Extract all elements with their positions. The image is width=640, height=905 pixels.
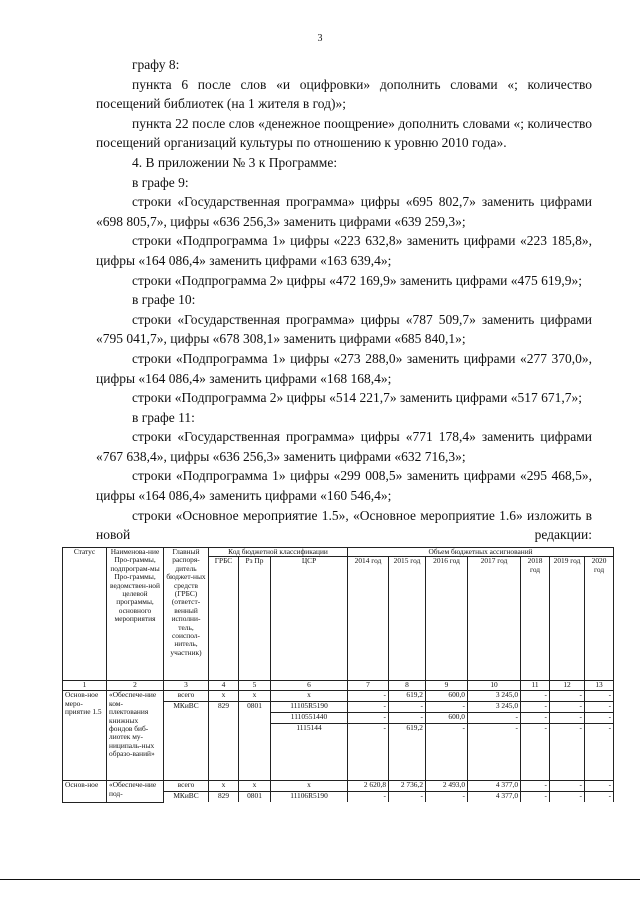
paragraph: строки «Государственная программа» цифры «787 509,7» заменить цифрами «795 041,7», цифры «678 308,1» заменить цифрами «685 840,1»;: [96, 311, 592, 347]
col-number: 3: [164, 681, 209, 691]
table-cell: -: [389, 713, 426, 724]
col-header-year: 2018 год: [521, 557, 550, 681]
table-cell: -: [521, 691, 550, 702]
table-cell: 0801: [239, 792, 271, 803]
table-cell: -: [585, 713, 614, 724]
row-status: Основ-ное: [63, 781, 107, 803]
col-header-name: Наименова-ние Про-граммы, подпрограм-мы Про-граммы, ведомствен-ной целевой программы, основного мероприятия: [107, 548, 164, 681]
table-cell: -: [348, 724, 389, 781]
col-number: 11: [521, 681, 550, 691]
table-cell: -: [389, 792, 426, 803]
col-header-grbs: ГРБС: [209, 557, 239, 681]
table-cell: -: [468, 713, 521, 724]
col-header-rzpr: Рз Пр: [239, 557, 271, 681]
table-cell: 4 377,0: [468, 792, 521, 803]
paragraph: в графе 9:: [132, 174, 189, 190]
table-cell: 600,0: [426, 691, 468, 702]
row-status: Основ-ное меро-приятие 1.5: [63, 691, 107, 781]
table-cell: 829: [209, 702, 239, 781]
paragraph: строки «Подпрограмма 2» цифры «514 221,7» заменить цифрами «517 671,7»;: [132, 390, 583, 406]
table-cell: всего: [164, 691, 209, 702]
col-number: 1: [63, 681, 107, 691]
table-cell: -: [426, 792, 468, 803]
col-header-budget-code: Код бюджетной классификации: [209, 548, 348, 557]
table-cell: 619,2: [389, 724, 426, 781]
column-number-row: [63, 681, 614, 691]
col-header-year: 2020 год: [585, 557, 614, 681]
paragraph: графу 8:: [132, 57, 180, 72]
table-cell: -: [521, 781, 550, 792]
table-cell: 829: [209, 792, 239, 803]
col-number: 13: [585, 681, 614, 691]
page-bottom-rule: [0, 879, 640, 880]
col-header-year: 2017 год: [468, 557, 521, 681]
table-cell: x: [271, 691, 348, 702]
table-cell: -: [550, 724, 585, 781]
paragraph: пункта 6 после слов «и оцифровки» дополнить словами «; количество посещений библиотек (на 1 жителя в год)»;: [96, 76, 592, 112]
col-header-csr: ЦСР: [271, 557, 348, 681]
table-cell: МКиВС: [164, 702, 209, 781]
table-row: [63, 691, 614, 702]
table-cell: 600,0: [426, 713, 468, 724]
table-cell: -: [550, 713, 585, 724]
paragraph: строки «Государственная программа» цифры «695 802,7» заменить цифрами «698 805,7», цифры «636 256,3» заменить цифрами «639 259,3»;: [96, 194, 592, 229]
col-number: 10: [468, 681, 521, 691]
col-number: 4: [209, 681, 239, 691]
table-cell: 2 620,8: [348, 781, 389, 792]
col-number: 9: [426, 681, 468, 691]
paragraph: строки «Подпрограмма 1» цифры «273 288,0» заменить цифрами «277 370,0», цифры «164 086,4» заменить цифрами «168 168,4»;: [96, 350, 592, 386]
table-cell: 3 245,0: [468, 702, 521, 713]
table-cell: 4 377,0: [468, 781, 521, 792]
col-header-year: 2014 год: [348, 557, 389, 681]
budget-allocation-table: [62, 547, 614, 803]
table-cell: 3 245,0: [468, 691, 521, 702]
table-cell: 2 493,0: [426, 781, 468, 792]
table-cell: -: [348, 691, 389, 702]
table-cell: -: [348, 792, 389, 803]
col-header-executor: Главный распоря-дитель бюджет-ных средств (ГРБС) (ответст-венный исполни-тель, соиспол-нитель, участник): [164, 548, 209, 681]
table-cell: -: [585, 691, 614, 702]
table-cell: 1110551440: [271, 713, 348, 724]
table-cell: -: [550, 702, 585, 713]
table-cell: -: [585, 781, 614, 792]
table-cell: 11105R5190: [271, 702, 348, 713]
table-cell: -: [550, 781, 585, 792]
table-cell: -: [348, 713, 389, 724]
paragraph: строки «Основное мероприятие 1.5», «Основное мероприятие 1.6» изложить в новой редакции:: [96, 507, 592, 543]
paragraph: в графе 11:: [132, 409, 195, 425]
table-cell: x: [239, 691, 271, 702]
body-text: [96, 55, 592, 545]
col-number: 6: [271, 681, 348, 691]
table-cell: -: [521, 724, 550, 781]
table-cell: 2 736,2: [389, 781, 426, 792]
table-cell: -: [468, 724, 521, 781]
paragraph: строки «Подпрограмма 2» цифры «472 169,9» заменить цифрами «475 619,9»;: [132, 272, 583, 288]
table-cell: -: [426, 724, 468, 781]
table-cell: -: [550, 792, 585, 803]
table-cell: -: [389, 702, 426, 713]
header-row: [63, 548, 614, 557]
col-number: 7: [348, 681, 389, 691]
table-cell: 0801: [239, 702, 271, 781]
table-cell: -: [521, 713, 550, 724]
table-cell: -: [521, 702, 550, 713]
table-cell: x: [271, 781, 348, 792]
table-cell: -: [550, 691, 585, 702]
table-cell: -: [585, 792, 614, 803]
col-number: 12: [550, 681, 585, 691]
col-number: 2: [107, 681, 164, 691]
table-cell: 11106R5190: [271, 792, 348, 803]
paragraph: 4. В приложении № 3 к Программе:: [132, 154, 338, 170]
col-header-year: 2016 год: [426, 557, 468, 681]
paragraph: строки «Подпрограмма 1» цифры «223 632,8» заменить цифрами «223 185,8», цифры «164 086,4» заменить цифрами «163 639,4»;: [96, 233, 592, 268]
table-cell: x: [239, 781, 271, 792]
col-header-year: 2019 год: [550, 557, 585, 681]
col-number: 8: [389, 681, 426, 691]
table-cell: 619,2: [389, 691, 426, 702]
table-cell: x: [209, 691, 239, 702]
page-number: 3: [317, 33, 323, 44]
table-cell: 1115144: [271, 724, 348, 781]
paragraph: в графе 10:: [132, 292, 196, 308]
table-cell: x: [209, 781, 239, 792]
col-header-year: 2015 год: [389, 557, 426, 681]
col-header-status: Статус: [63, 548, 107, 681]
table-cell: -: [585, 724, 614, 781]
paragraph: строки «Подпрограмма 1» цифры «299 008,5» заменить цифрами «295 468,5», цифры «164 086,4» заменить цифрами «160 546,4»;: [96, 468, 592, 504]
table-row: [63, 781, 614, 792]
table-cell: -: [521, 792, 550, 803]
table-cell: -: [348, 702, 389, 713]
col-number: 5: [239, 681, 271, 691]
table-cell: -: [426, 702, 468, 713]
table-cell: всего: [164, 781, 209, 792]
table-cell: МКиВС: [164, 792, 209, 803]
row-name: «Обеспече-ние ком-плектования книжных фондов биб-лиотек му-ниципаль-ных образо-ваний»: [107, 691, 164, 781]
col-header-budget-volume: Объем бюджетных ассигнований: [348, 548, 614, 557]
row-name: «Обеспече-ние под-: [107, 781, 164, 803]
paragraph: строки «Государственная программа» цифры «771 178,4» заменить цифрами «767 638,4», цифры «636 256,3» заменить цифрами «632 716,3»;: [96, 429, 592, 464]
paragraph: пункта 22 после слов «денежное поощрение» дополнить словами «; количество посещений организаций культуры по отношению к уровню 2010 года».: [96, 115, 592, 151]
table-cell: -: [585, 702, 614, 713]
